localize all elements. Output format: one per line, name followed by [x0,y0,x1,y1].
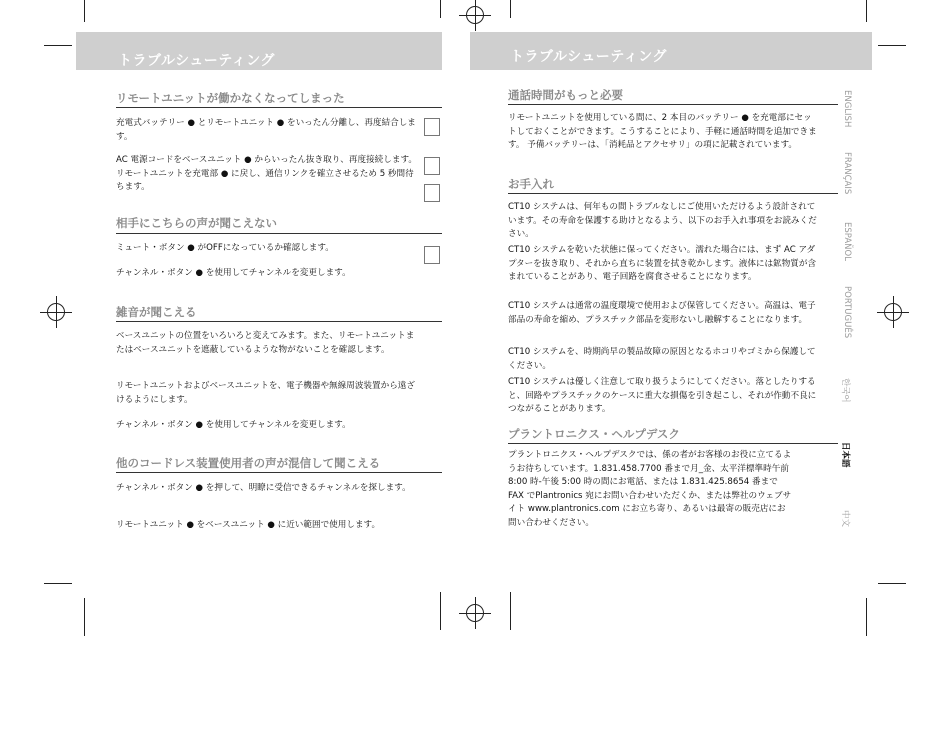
paragraph: ミュート・ボタン ● がOFFになっているか確認します。 [116,243,334,253]
page-title: トラブルシューティング [510,49,667,65]
paragraph: プラントロニクス・ヘルプデスクでは、係の者がお客様のお役に立てるようお待ちしています。1.831.458.7700 番まで月_金、太平洋標準時午前 8:00 時-午後 5:00 時の間にお電話、または 1.831.425.8654 番まで FAX でPlantronics 宛にお問い合わせいただくか、または弊社のウェブサイト www.plantronics.com にお立ち寄り、あるいは最寄の販売店にお問い合わせください。 [508,450,792,528]
section-heading: プラントロニクス・ヘルプデスク [508,427,680,441]
language-tab-korean[interactable]: 한국어 [840,378,850,403]
paragraph: リモートユニット ● をベースユニット ● に近い範囲で使用します。 [116,520,381,530]
checkbox[interactable] [424,118,440,136]
paragraph: CT10 システムは通常の温度環境で使用および保管してください。高温は、電子部品の寿命を縮め、プラスチック部品を変形ないし融解することになります。 [508,301,816,325]
heading-rule [508,443,838,444]
crop-mark [510,592,511,630]
paragraph: リモートユニットおよびベースユニットを、電子機器や無線周波装置から遠ざけるようにします。 [116,381,415,405]
crop-mark [44,45,72,46]
heading-rule [508,193,838,194]
language-tab-chinese[interactable]: 中文 [840,510,850,528]
language-tab-english[interactable]: ENGLISH [842,90,852,128]
registration-mark [466,6,484,24]
paragraph: AC 電源コードをベースユニット ● からいったん抜き取り、再度接続します。リモートユニットを充電部 ● に戻し、通信リンクを確立させるため 5 秒間待ちます。 [116,155,417,193]
paragraph: チャンネル・ボタン ● を使用してチャンネルを変更します。 [116,420,351,430]
checkbox[interactable] [424,184,440,202]
paragraph: CT10 システムを、時期尚早の製品故障の原因となるホコリやゴミから保護してください。 [508,347,816,371]
crop-mark [84,598,85,636]
crop-mark [440,592,441,630]
section-heading: お手入れ [508,177,554,191]
crop-mark [44,583,72,584]
language-tab-portuguese[interactable]: PORTUGUÊS [842,286,852,339]
heading-rule [116,472,442,473]
paragraph: チャンネル・ボタン ● を押して、明瞭に受信できるチャンネルを探します。 [116,483,411,493]
heading-rule [508,104,838,105]
checkbox[interactable] [424,157,440,175]
language-tab-japanese[interactable]: 日本語 [840,442,850,468]
paragraph: チャンネル・ボタン ● を使用してチャンネルを変更します。 [116,268,351,278]
paragraph: CT10 システムは、何年もの間トラブルなしにご使用いただけるよう設計されています。その寿命を保護する助けとなるよう、以下のお手入れ事項をお読みください。 [508,202,817,240]
crop-mark [866,0,867,22]
paragraph: リモートユニットを使用している間に、2 本目のバッテリー ● を充電部にセットしておくことができます。こうすることにより、手軽に通話時間を追加できます。 予備バッテリーは、「消耗品とアクセサリ」の項に記載されています。 [508,113,817,151]
heading-rule [116,321,442,322]
crop-mark [878,45,906,46]
checkbox[interactable] [424,246,440,264]
language-tab-spanish[interactable]: ESPAÑOL [842,222,852,261]
paragraph: CT10 システムは優しく注意して取り扱うようにしてください。落としたりすると、回路やプラスチックのケースに重大な損傷を引き起こし、それが作動不良につながることがあります。 [508,377,817,415]
section-heading: リモートユニットが働かなくなってしまった [116,91,345,105]
section-heading: 通話時間がもっと必要 [508,88,623,102]
paragraph: ベースユニットの位置をいろいろと変えてみます。また、リモートユニットまたはベースユニットを遮蔽しているような物がないことを確認します。 [116,331,415,355]
registration-mark [884,303,902,321]
crop-mark [878,583,906,584]
crop-mark [510,0,511,18]
crop-mark [440,0,441,18]
heading-rule [116,107,442,108]
registration-mark [466,604,484,622]
crop-mark [866,598,867,636]
page-title: トラブルシューティング [118,53,275,69]
crop-mark [84,0,85,22]
section-heading: 他のコードレス装置使用者の声が混信して聞こえる [116,456,381,470]
language-tab-french[interactable]: FRANÇAIS [842,152,852,195]
paragraph: CT10 システムを乾いた状態に保ってください。濡れた場合には、まず AC アダプターを抜き取り、それから直ちに装置を拭き乾かします。液体には鉱物質が含まれていることがあり、電子回路を腐食させることになります。 [508,245,817,283]
heading-rule [116,233,442,234]
paragraph: 充電式バッテリー ● とリモートユニット ● をいったん分離し、再度結合します。 [116,118,416,142]
section-heading: 相手にこちらの声が聞こえない [116,216,277,230]
section-heading: 雑音が聞こえる [116,305,197,319]
registration-mark [47,303,65,321]
